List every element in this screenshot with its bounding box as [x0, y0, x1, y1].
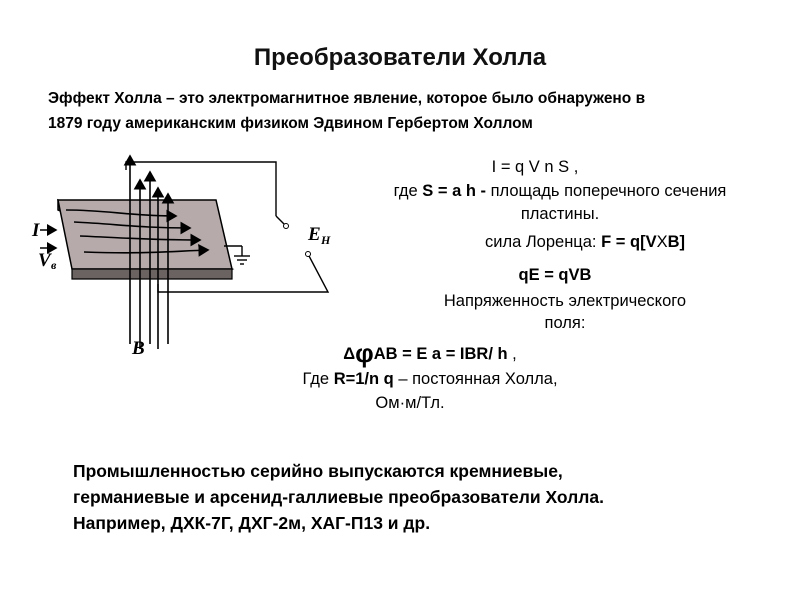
formula-current	[400, 156, 670, 178]
label-magnetic-field: B	[132, 338, 145, 359]
hall-units	[330, 392, 490, 414]
where-prefix: где	[393, 182, 423, 200]
voltage-comma: ,	[507, 345, 517, 363]
lorentz-cross: X	[656, 233, 668, 251]
hall-effect-diagram	[18, 144, 348, 364]
formula-equilibrium	[430, 264, 680, 286]
formula-hall-constant	[250, 368, 610, 390]
lorentz-end: B]	[667, 233, 686, 251]
bottom-line-3: Например, ДХК-7Г, ДХГ-2м, ХАГ-П13 и др.	[73, 513, 431, 533]
formula-where	[330, 180, 790, 202]
bottom-line-2: германиевые и арсенид-галлиевые преобразователи Холла.	[73, 487, 605, 507]
terminal-bottom	[306, 252, 311, 257]
intro-line-1: Эффект Холла – это электромагнитное явление, которое было обнаружено в	[48, 90, 646, 107]
label-hall-emf-sub: H	[321, 233, 331, 247]
slide-title: Преобразователи Холла	[253, 44, 547, 71]
bottom-paragraph	[73, 458, 773, 536]
where-line2-text: пластины.	[520, 205, 600, 223]
field-line1-text: Напряженность электрического	[443, 292, 687, 310]
hall-formula: R=1/n q	[333, 370, 394, 388]
field-label-line1	[380, 290, 750, 312]
equilibrium-text: qE = qVB	[518, 266, 592, 284]
terminal-top	[284, 224, 289, 229]
intro-paragraph	[48, 86, 768, 136]
formula-where-line2	[330, 203, 790, 225]
plate-front-edge	[72, 269, 232, 279]
formula-voltage	[290, 338, 570, 368]
intro-line-2: 1879 году американским физиком Эдвином Гербертом Холлом	[48, 115, 533, 132]
lorentz-formula: F = q[V	[601, 233, 657, 251]
field-label-line2	[380, 312, 750, 334]
hall-units-text: Ом·м/Тл.	[375, 394, 445, 412]
phi-symbol: φ	[355, 338, 374, 368]
where-rest: площадь поперечного сечения	[486, 182, 727, 200]
lorentz-prefix: сила Лоренца:	[484, 233, 602, 251]
bottom-line-1: Промышленностью серийно выпускаются кремниевые,	[73, 461, 563, 481]
label-velocity-sub: в	[51, 258, 57, 272]
label-current: I	[32, 220, 40, 241]
formula-lorentz	[400, 231, 770, 253]
voltage-formula: AB = E a = IBR/ h	[373, 345, 508, 363]
delta-symbol: Δ	[343, 345, 356, 363]
where-formula: S = a h -	[422, 182, 487, 200]
current-formula-text: I = q V n S ,	[491, 158, 579, 176]
label-velocity: V	[38, 250, 51, 271]
hall-prefix: Где	[302, 370, 334, 388]
label-hall-emf: E	[308, 224, 321, 245]
field-line2-text: поля:	[544, 314, 586, 332]
hall-rest: – постоянная Холла,	[393, 370, 558, 388]
